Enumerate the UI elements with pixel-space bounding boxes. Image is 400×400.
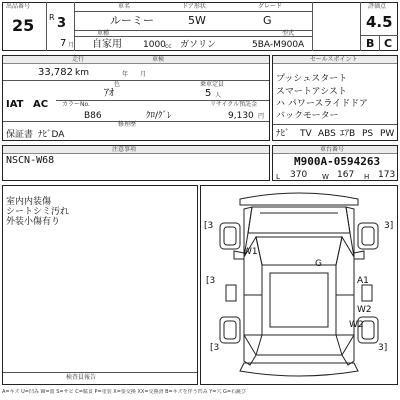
inspector-note-3: 外装小傷有り [6, 217, 61, 227]
displacement: 1000 [143, 40, 166, 50]
model-code: 5BA-M900A [252, 40, 305, 50]
transmission: IAT [6, 99, 24, 110]
mark-w1: W1 [243, 247, 258, 257]
year-value: 3 [57, 16, 67, 31]
height-value: 173 [378, 170, 396, 180]
month-value: 7 [60, 38, 67, 49]
mark-front-right: 3] [384, 221, 394, 231]
model-label: 型式 [282, 30, 295, 37]
lot-label: 出品番号 [6, 3, 31, 10]
height-label: H [364, 173, 370, 181]
mileage-unit: km [75, 68, 89, 78]
inspector-note-1: 室内内装傷 [6, 197, 52, 207]
lot-number: 25 [12, 16, 35, 35]
equipment-airbag: ｴｱB [340, 129, 356, 139]
ac: AC [33, 99, 49, 110]
mark-w2-lower: W2 [349, 320, 364, 330]
mileage-value: 33,782 [38, 67, 73, 78]
color-no-label: カラーNo. [62, 101, 90, 108]
navi-note: ﾅﾋﾞDA [38, 130, 65, 140]
mileage-label: 走行 [72, 56, 85, 63]
length-value: 370 [290, 170, 308, 180]
recycle-label: リサイクル預託金 [210, 101, 258, 108]
legend-text: A=キズ U=凹み W=波 S=サビ C=腐食 P=塗装 X=要交換 XX=交換済 B=キズを伴う凹み Y=穴 G=石跳び [2, 389, 247, 395]
equipment-navi: ﾅﾋﾞ [276, 129, 290, 139]
year-era: R [49, 13, 55, 22]
inspection-unit-month: 月 [140, 71, 147, 78]
mark-rear-right: 3] [378, 343, 388, 353]
recycle-unit: 円 [258, 113, 265, 120]
width-value: 167 [337, 170, 355, 180]
interior-color: ｸﾛ/ｸﾞﾚ [146, 111, 172, 121]
warranty: 保証書 [6, 130, 34, 140]
grade-value: G [263, 14, 272, 27]
car-name-label: 車名 [118, 3, 131, 10]
mark-mid-left: [3 [206, 276, 216, 286]
selling-point-4: バックモーター [276, 111, 339, 121]
selling-points-label: セールスポイント [310, 56, 358, 63]
doors-label: ドア形状 [182, 3, 206, 10]
width-label: W [322, 173, 329, 181]
inspector-report-label: 検査員報告 [66, 374, 97, 381]
mark-front-left: [3 [204, 221, 214, 231]
selling-point-2: スマートアシスト [276, 87, 347, 97]
inspector-note-2: シートシミ汚れ [6, 207, 70, 217]
car-name: ルーミー [110, 14, 154, 27]
interior-score: B [366, 37, 375, 50]
mark-w2-upper: W2 [357, 305, 372, 315]
chassis-label: 車台番号 [320, 146, 345, 153]
mark-a1: A1 [357, 276, 369, 286]
recycle-amount: 9,130 [228, 111, 254, 121]
doors-value: 5W [188, 14, 206, 27]
mark-g: G [315, 259, 322, 269]
selling-point-3: ハ パワースライドドア [276, 99, 368, 109]
exterior-score: C [384, 37, 393, 50]
capacity-label: 乗車定員 [200, 81, 225, 88]
equipment-pw: PW [380, 129, 395, 139]
grade-label: グレード [258, 3, 283, 10]
equipment-abs: ABS [318, 129, 336, 139]
displacement-unit: cc [165, 43, 172, 50]
length-label: L [276, 173, 280, 181]
capacity-value: 5 [205, 88, 212, 99]
chassis-number: M900A-0594263 [294, 155, 381, 168]
usage-value: 自家用 [92, 39, 122, 50]
inspection-unit-year: 年 [122, 71, 129, 78]
score-label: 評価点 [368, 3, 387, 10]
month-unit: 月 [68, 42, 75, 49]
usage-label: 車種 [97, 30, 110, 37]
capacity-unit: 人 [215, 92, 222, 99]
fuel: ガソリン [180, 40, 217, 50]
repair-label: 修理歴 [118, 121, 137, 128]
color-label: 色 [114, 81, 121, 88]
mark-rear-left: [3 [210, 343, 220, 353]
equipment-ps: PS [362, 129, 374, 139]
inspection-label: 車検 [152, 56, 165, 63]
color-value: ｱｵ [104, 88, 114, 99]
equipment-tv: TV [300, 129, 312, 139]
notes-label: 注意事項 [112, 146, 137, 153]
notes-text: NSCN-W68 [6, 155, 55, 166]
color-no: B86 [84, 111, 102, 121]
selling-point-1: プッシュスタート [276, 74, 348, 84]
score-value: 4.5 [366, 13, 393, 31]
